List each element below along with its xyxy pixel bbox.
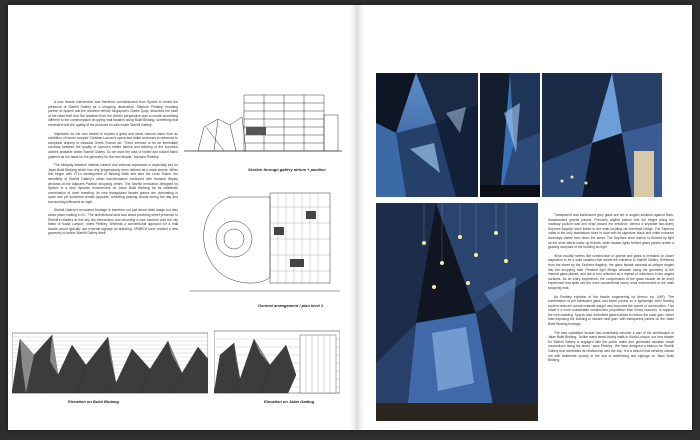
elevation-bukit-caption: Elevation on Bukit Bintang <box>68 399 119 404</box>
paragraph: The interplay between internal content and external expression is especially key for Jalan Bukit Bintang which has only progressively been defined as a retail streets. When first begun with YTL's development of Bintang Walk and later the Lexis Suites, the sensibility of Starhill Gallery's urban transformation continued with boosted display windows at the adjacent Pavilion shopping centre. The Starhill renovation designed by Sparch is a new dynamic environment on Jalan Bukit Bintang for its deliberate combination of overt branding. Its new triangulated facade planes are dominating in scale and yet somehow remain apposite, refracting passing clouds during the day and surrounding billboards at night. <box>48 163 178 204</box>
section-caption: Section through gallery atrium + pavilion <box>248 167 326 172</box>
paragraph: As Pimbley explains of the facade engineering by Arenco Inc. (MR), 'The combination of pre-fabricated glass and stone panels on a lightweight steel framing system reduced overall material weight and improved the speed of construction. This made it a more sustainable construction proposition than heavy masonry' to support the new cladding. Sparch also minimised glazed areas to reduce the solar gain, rather than exposing the building to radiant heat gain, with transparent panels on the Jalan Bukit Bintang frontage. <box>548 294 674 327</box>
photo-facade-street <box>542 73 662 197</box>
elevation-jalan-caption: Elevation on Jalan Gading <box>264 399 315 404</box>
paragraph: Inspiration for the new facade to replace a glass and stone rotunda came from an exhibition of former sculptor Christian Lacroix's opera and ballet costumes in reference to sculptural drapery in classical Greek Roman art. 'There seemed to be an immediate corollary between the quality of Lacroix's folded fabrics and tailoring of the luxurious clothes available within Starhill Gallery. So we used the idea of folded and tucked fabric patterns as the basis for the geometry for the new facade,' explains Pimbley. <box>48 131 178 159</box>
photo-facade-corner <box>480 73 540 197</box>
paragraph: Starhill Gallery's renovated frontage is therefore not just about retail image but also about place-making in KL. 'The architectural idea was about providing street presence to Starhill's retailers at this key city intersection and recording a new moment onto the city fabric of Kuala Lumpur,' notes Pimbley. Whereas a conventional approach for a mall facade would typically use external signage as branding, SPARCH have created a new geometry to define Starhill Gallery itself. <box>48 208 178 236</box>
photo-facade-exterior <box>376 73 478 197</box>
plan-drawing <box>190 177 340 297</box>
photo-interior-atrium <box>376 203 538 421</box>
left-text-column <box>48 100 178 240</box>
magazine-spread <box>8 5 692 430</box>
elevation-jalan-gading <box>214 325 340 395</box>
elevation-bukit-bintang <box>12 325 208 395</box>
section-drawing <box>184 87 344 165</box>
right-text-column <box>548 213 674 367</box>
paragraph: Transparent and translucent grey glass are set in angled sections against flush-frameworked granite panels. Precisely angled planes fold full height along the roadway podium wall and wrap around the entrance, behind a separate two-storey Sephora flagship store linked to the main building via overhead bridge. The Sephora outlet is the only standalone store in Asia with its signature black and white entrance doorways visible from down the street. The Sephora store interior is flooded by light as the shoe labels make up brands, while facade lights behind glass panels create a glowing sculpture of the building at night. <box>548 213 674 250</box>
plan-caption: General arrangement / plan level 1 <box>258 303 324 308</box>
paragraph: A new facade intervention was therefore commissioned from Sparch to renew the presence of Starhill Gallery as a shopping destination. Stephen Pimbley, founding partner at Sparch and the architect behind Singapore's Clarke Quay, describes the case of the retail brief that 'the ambition from the client's perspective was to create something different to the commonplace shopping mall facades along Bukit Bintang, something that resonated with the quality of the products on sale inside Starhill Gallery'. <box>48 100 178 127</box>
page-gutter <box>350 5 364 430</box>
paragraph: What visually seems like construction of granite and glass is revealed on closer inspection to be a solid variation that meets the entrance to Starhill Gallery. Sheltered from the street by the Sephora flagship, the glass facade ascends at oblique angles into the shopping mall. Pendant light fittings cascade along the geometry of the internal glass planes, and are in turn reflected as a myriad of reflections in the angled surfaces. As an entry experience, the compression of the glass facade as an entry experience that spills into the more conventional luxury retail environment of the main shopping mall. <box>548 253 674 290</box>
paragraph: The new crystalline facade has undeniably become a part of the streetscape of Jalan Bukit Bintang. 'Unlike many street-facing malls in Kuala Lumpur, our new facade for Starhill Gallery is engaged with the public realm and generates valuable visual connections along the street,' says Pimbley. 'We have designed a beacon for Starhill Gallery that celebrates its relationship with the city.' It is a beacon that certainly stands out with deliberate opacity in the sea of advertising and signage on Jalan Bukit Bintang. <box>548 330 674 363</box>
